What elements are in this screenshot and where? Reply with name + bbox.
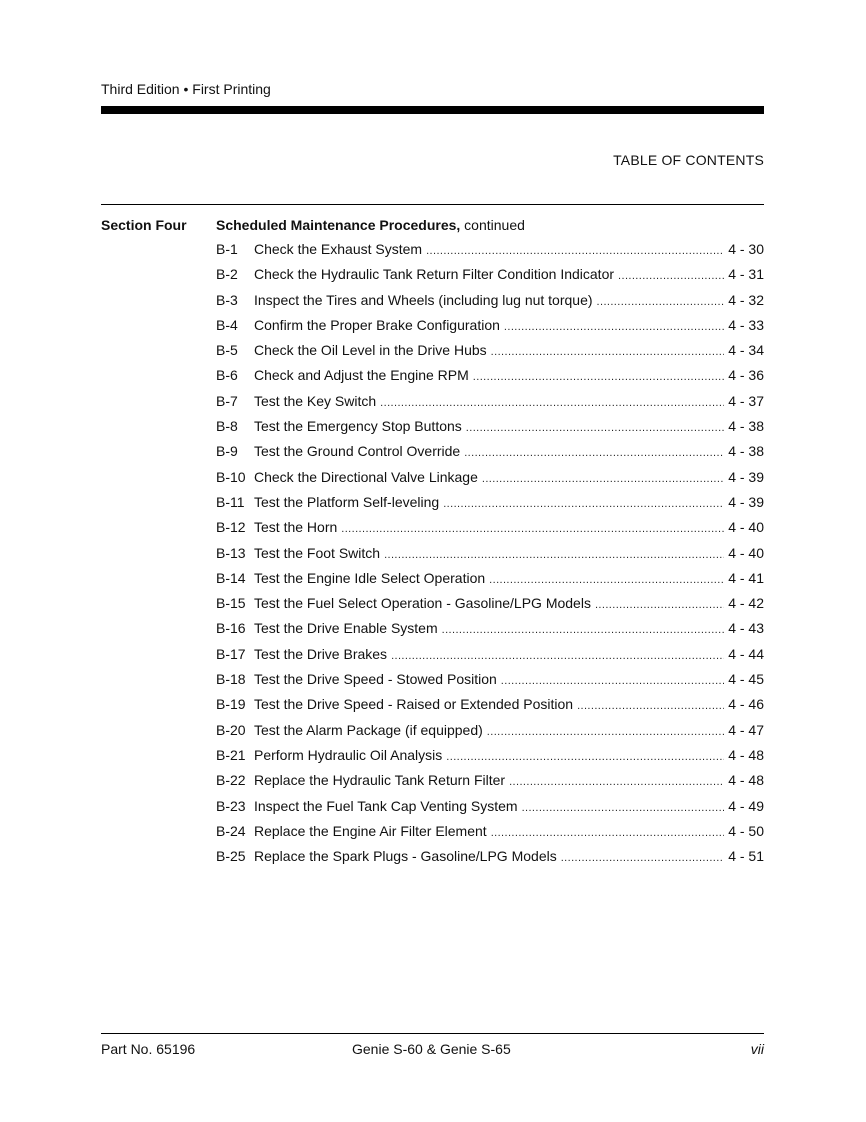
toc-entry-code: B-5 xyxy=(216,342,238,359)
toc-entry-title: Test the Key Switch xyxy=(254,392,377,409)
toc-entry-page: 4 - 43 xyxy=(728,620,764,637)
toc-entry-title: Test the Drive Enable System xyxy=(254,620,438,637)
toc-entry[interactable] xyxy=(216,288,764,313)
toc-entry-page: 4 - 33 xyxy=(728,316,764,333)
toc-entry-title: Check and Adjust the Engine RPM xyxy=(254,367,469,384)
toc-entry-code: B-10 xyxy=(216,468,246,485)
dot-leader xyxy=(380,391,724,416)
dot-leader xyxy=(504,315,724,340)
footer-part-number: Part No. 65196 xyxy=(101,1041,196,1057)
footer-page-number: vii xyxy=(750,1041,764,1057)
toc-entry-title: Check the Exhaust System xyxy=(254,241,423,257)
toc-entry-title: Test the Foot Switch xyxy=(254,544,381,561)
toc-entry-code: B-21 xyxy=(216,746,246,763)
toc-entry-page: 4 - 51 xyxy=(728,848,764,865)
toc-entry-title: Test the Emergency Stop Buttons xyxy=(254,418,462,435)
toc-entry-title: Test the Ground Control Override xyxy=(254,443,461,460)
toc-entry-code: B-20 xyxy=(216,721,246,738)
toc-entry-code: B-4 xyxy=(216,316,238,333)
toc-entry[interactable] xyxy=(216,262,764,287)
toc-entry-title: Perform Hydraulic Oil Analysis xyxy=(254,746,443,763)
toc-entry[interactable] xyxy=(216,819,764,844)
toc-entry[interactable] xyxy=(216,591,764,616)
toc-entry-page: 4 - 38 xyxy=(728,443,764,460)
toc-entry[interactable] xyxy=(216,313,764,338)
toc-entry-title: Test the Fuel Select Operation - Gasoline/LPG Models xyxy=(254,595,591,612)
toc-entry-code: B-13 xyxy=(216,544,246,561)
dot-leader xyxy=(442,618,725,643)
dot-leader xyxy=(509,770,724,795)
toc-entry-title: Check the Hydraulic Tank Return Filter Condition Indicator xyxy=(254,266,615,283)
toc-list xyxy=(216,237,764,869)
dot-leader xyxy=(491,340,725,365)
toc-entry-code: B-16 xyxy=(216,620,246,637)
toc-entry-code: B-7 xyxy=(216,392,238,409)
dot-leader xyxy=(466,416,724,441)
dot-leader xyxy=(577,694,724,719)
toc-entry-code: B-23 xyxy=(216,797,246,814)
toc-entry[interactable] xyxy=(216,541,764,566)
dot-leader xyxy=(522,796,725,821)
dot-leader xyxy=(391,644,724,669)
dot-leader xyxy=(618,264,724,289)
dot-leader xyxy=(597,290,725,315)
toc-entry-page: 4 - 48 xyxy=(728,746,764,763)
page-title: TABLE OF CONTENTS xyxy=(613,152,764,168)
toc-entry[interactable] xyxy=(216,237,764,262)
toc-entry-code: B-17 xyxy=(216,645,246,662)
dot-leader xyxy=(341,517,724,542)
toc-entry-code: B-2 xyxy=(216,266,238,283)
section-label: Section Four xyxy=(101,217,187,233)
footer-divider xyxy=(101,1033,764,1034)
toc-entry-title: Replace the Engine Air Filter Element xyxy=(254,822,487,839)
footer-model: Genie S-60 & Genie S-65 xyxy=(352,1041,511,1057)
toc-entry-page: 4 - 38 xyxy=(728,418,764,435)
toc-entry-title: Test the Drive Speed - Stowed Position xyxy=(254,671,497,688)
dot-leader xyxy=(443,492,724,517)
toc-entry[interactable] xyxy=(216,439,764,464)
toc-entry-page: 4 - 48 xyxy=(728,772,764,789)
toc-entry[interactable] xyxy=(216,616,764,641)
toc-entry-code: B-14 xyxy=(216,569,246,586)
toc-entry-code: B-6 xyxy=(216,367,238,384)
dot-leader xyxy=(473,365,724,390)
toc-entry-code: B-25 xyxy=(216,848,246,865)
toc-entry-title: Test the Drive Brakes xyxy=(254,645,388,662)
header-divider xyxy=(101,204,764,205)
toc-entry-page: 4 - 36 xyxy=(728,367,764,384)
toc-entry-title: Check the Oil Level in the Drive Hubs xyxy=(254,342,487,359)
header-bar xyxy=(101,106,764,114)
dot-leader xyxy=(595,593,724,618)
toc-entry-code: B-22 xyxy=(216,772,246,789)
toc-entry-title: Check the Directional Valve Linkage xyxy=(254,468,478,485)
toc-entry-code: B-9 xyxy=(216,443,238,460)
toc-entry-page: 4 - 39 xyxy=(728,468,764,485)
toc-entry-title: Test the Platform Self-leveling xyxy=(254,493,440,510)
toc-entry-code: B-24 xyxy=(216,822,246,839)
toc-entry-code: B-11 xyxy=(216,493,245,510)
toc-entry-code: B-3 xyxy=(216,291,238,308)
toc-entry-page: 4 - 39 xyxy=(728,493,764,510)
dot-leader xyxy=(561,846,724,871)
toc-entry[interactable] xyxy=(216,692,764,717)
toc-entry-code: B-8 xyxy=(216,418,238,435)
dot-leader xyxy=(489,568,724,593)
toc-entry-title: Test the Alarm Package (if equipped) xyxy=(254,721,483,738)
dot-leader xyxy=(491,821,725,846)
dot-leader xyxy=(384,543,724,568)
toc-entry-code: B-19 xyxy=(216,696,246,713)
toc-entry[interactable] xyxy=(216,768,764,793)
toc-entry-code: B-12 xyxy=(216,519,246,536)
toc-entry-page: 4 - 42 xyxy=(728,595,764,612)
toc-entry-page: 4 - 45 xyxy=(728,671,764,688)
toc-entry-page: 4 - 50 xyxy=(728,822,764,839)
toc-entry[interactable] xyxy=(216,642,764,667)
toc-entry-page: 4 - 40 xyxy=(728,544,764,561)
dot-leader xyxy=(487,720,724,745)
toc-entry-page: 4 - 41 xyxy=(728,569,764,586)
toc-entry-page: 4 - 34 xyxy=(728,342,764,359)
dot-leader xyxy=(482,467,724,492)
toc-entry-title: Inspect the Tires and Wheels (including lug nut torque) xyxy=(254,291,593,308)
toc-entry-page: 4 - 31 xyxy=(728,266,764,283)
toc-entry-page: 4 - 32 xyxy=(728,291,764,308)
toc-entry-title: Replace the Hydraulic Tank Return Filter xyxy=(254,772,506,789)
section-title xyxy=(216,217,525,233)
section-title-main: Scheduled Maintenance Procedures, xyxy=(216,217,461,233)
toc-entry[interactable] xyxy=(216,667,764,692)
toc-entry[interactable] xyxy=(216,465,764,490)
toc-entry[interactable] xyxy=(216,490,764,515)
toc-entry-page: 4 - 46 xyxy=(728,696,764,713)
toc-entry-code: B-18 xyxy=(216,671,246,688)
dot-leader xyxy=(501,669,724,694)
toc-entry[interactable] xyxy=(216,414,764,439)
toc-entry-page: 4 - 30 xyxy=(728,241,764,257)
toc-entry[interactable] xyxy=(216,743,764,768)
toc-entry-page: 4 - 44 xyxy=(728,645,764,662)
toc-entry[interactable] xyxy=(216,566,764,591)
toc-entry-title: Test the Drive Speed - Raised or Extended Position xyxy=(254,696,574,713)
toc-entry[interactable] xyxy=(216,363,764,388)
toc-entry-page: 4 - 37 xyxy=(728,392,764,409)
toc-entry-title: Test the Horn xyxy=(254,519,338,536)
toc-entry-page: 4 - 49 xyxy=(728,797,764,814)
edition-label: Third Edition • First Printing xyxy=(101,81,271,97)
toc-entry[interactable] xyxy=(216,718,764,743)
toc-entry-title: Confirm the Proper Brake Configuration xyxy=(254,316,500,333)
toc-entry[interactable] xyxy=(216,515,764,540)
toc-entry-page: 4 - 47 xyxy=(728,721,764,738)
toc-entry[interactable] xyxy=(216,794,764,819)
dot-leader xyxy=(464,441,724,466)
toc-entry-page: 4 - 40 xyxy=(728,519,764,536)
toc-entry-code: B-1 xyxy=(216,241,238,257)
toc-entry-title: Replace the Spark Plugs - Gasoline/LPG Models xyxy=(254,848,557,865)
toc-entry-title: Test the Engine Idle Select Operation xyxy=(254,569,486,586)
toc-entry[interactable] xyxy=(216,338,764,363)
section-title-suffix: continued xyxy=(460,217,525,233)
toc-entry[interactable] xyxy=(216,389,764,414)
toc-entry-title: Inspect the Fuel Tank Cap Venting System xyxy=(254,797,518,814)
toc-entry-code: B-15 xyxy=(216,595,246,612)
toc-entry[interactable] xyxy=(216,844,764,869)
dot-leader xyxy=(446,745,724,770)
dot-leader xyxy=(426,239,724,264)
